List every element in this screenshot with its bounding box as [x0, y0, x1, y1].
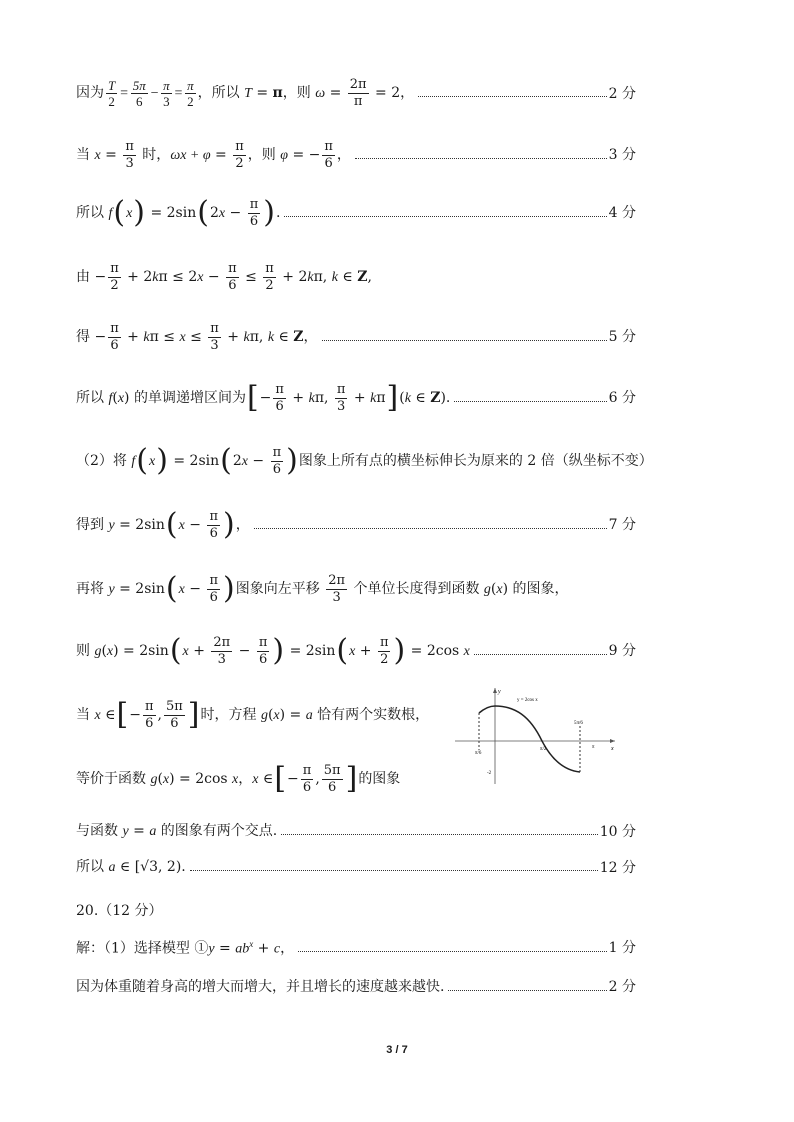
tick-pi-over-2: π/2 [540, 747, 547, 752]
tick-neg-2: -2 [487, 771, 492, 776]
solution-line-9: 再将 y = 2sin(x − $\frac{\pi}{6}$ )图象向左平移 $\frac{2\pi}{3}$ 个单位长度得到函数 g(x) 的图象， [76, 571, 569, 607]
solution-line-8: 得到 y = 2sin(x − $\frac{\pi}{6}$ )， 7 分 [76, 507, 636, 543]
cosine-graph [455, 686, 620, 786]
solution-line-2: 当 x = $\frac{\pi}{3}$ 时，ωx + φ = $\frac{\pi}{2}$ ，则 φ = − $\frac{\pi}{6}$ ， 3 分 [76, 139, 636, 171]
solution-line-1: 因为 $\frac{T}{2}$ = $\frac{5\pi}{6}$ − $\frac{\pi}{3}$ = $\frac{\pi}{2}$ ，所以 T = π，则 ω = $\frac{2\pi}{\pi}$ = 2， 2 分 [76, 77, 636, 110]
solution-line-6: 所以 f(x) 的单调递增区间为[− $\frac{\pi}{6}$ + kπ, $\frac{\pi}{3}$ + kπ](k ∈ Z). 6 分 [76, 380, 636, 416]
solution-line-5: 得 − $\frac{\pi}{6}$ + kπ ≤ x ≤ $\frac{\pi}{3}$ + kπ, k ∈ Z， 5 分 [76, 321, 636, 353]
score-label: 7 分 [608, 517, 636, 534]
solution-line-10: 则 g(x) = 2sin(x + $\frac{2\pi}{3}$ − $\frac{\pi}{6}$ ) = 2sin(x + $\frac{\pi}{2}$ ) = 2cos x 9 分 [76, 633, 636, 669]
cosine-curve [479, 706, 580, 772]
solution-line-12: 等价于函数 g(x) = 2cos x，x ∈[− $\frac{\pi}{6}$ , $\frac{5\pi}{6}$ ]的图象 [76, 761, 401, 797]
solution-line-3: 所以 f(x) = 2sin(2x − $\frac{\pi}{6}$ ). 4 分 [76, 195, 636, 231]
tick-pi: π [592, 745, 595, 750]
score-label: 9 分 [608, 643, 636, 660]
page-number: 3 / 7 [386, 1044, 408, 1056]
score-label: 4 分 [608, 205, 636, 222]
solution-line-17: 因为体重随着身高的增大而增大，并且增长的速度越来越快. 2 分 [76, 979, 636, 995]
score-label: 10 分 [599, 823, 636, 840]
tick-5pi-over-6: 5π/6 [574, 721, 583, 726]
solution-line-4: 由 − $\frac{\pi}{2}$ + 2kπ ≤ 2x − $\frac{\pi}{6}$ ≤ $\frac{\pi}{2}$ + 2kπ, k ∈ Z, [76, 261, 372, 293]
solution-line-13: 与函数 y = a 的图象有两个交点. 10 分 [76, 823, 636, 840]
solution-line-14: 所以 a ∈ [√3, 2). 12 分 [76, 859, 636, 876]
x-axis-arrow [610, 739, 615, 743]
solution-line-16: 解：（1）选择模型 ①y = $ab^x + c$， 1 分 [76, 939, 636, 957]
question-20-header: 20.（12 分） [76, 903, 163, 919]
solution-line-11: 当 x ∈[− $\frac{\pi}{6}$ , $\frac{5\pi}{6}$ ]时，方程 g(x) = a 恰有两个实数根， [76, 697, 430, 733]
solution-line-7: （2）将 f(x) = 2sin(2x − $\frac{\pi}{6}$ )图象上所有点的横坐标伸长为原来的 2 倍（纵坐标不变） [76, 443, 653, 479]
score-label: 1 分 [608, 940, 636, 957]
score-label: 2 分 [608, 85, 636, 102]
curve-label: y = 2cos x [517, 698, 538, 703]
score-label: 6 分 [608, 390, 636, 407]
y-axis-label: y [498, 689, 501, 695]
score-label: 5 分 [608, 329, 636, 346]
x-axis-label: x [611, 746, 614, 752]
score-label: 12 分 [599, 859, 636, 876]
y-axis-arrow [493, 688, 497, 693]
score-label: 2 分 [608, 979, 636, 995]
tick-neg-pi-over-6: π/6 [475, 751, 482, 756]
score-label: 3 分 [608, 147, 636, 164]
